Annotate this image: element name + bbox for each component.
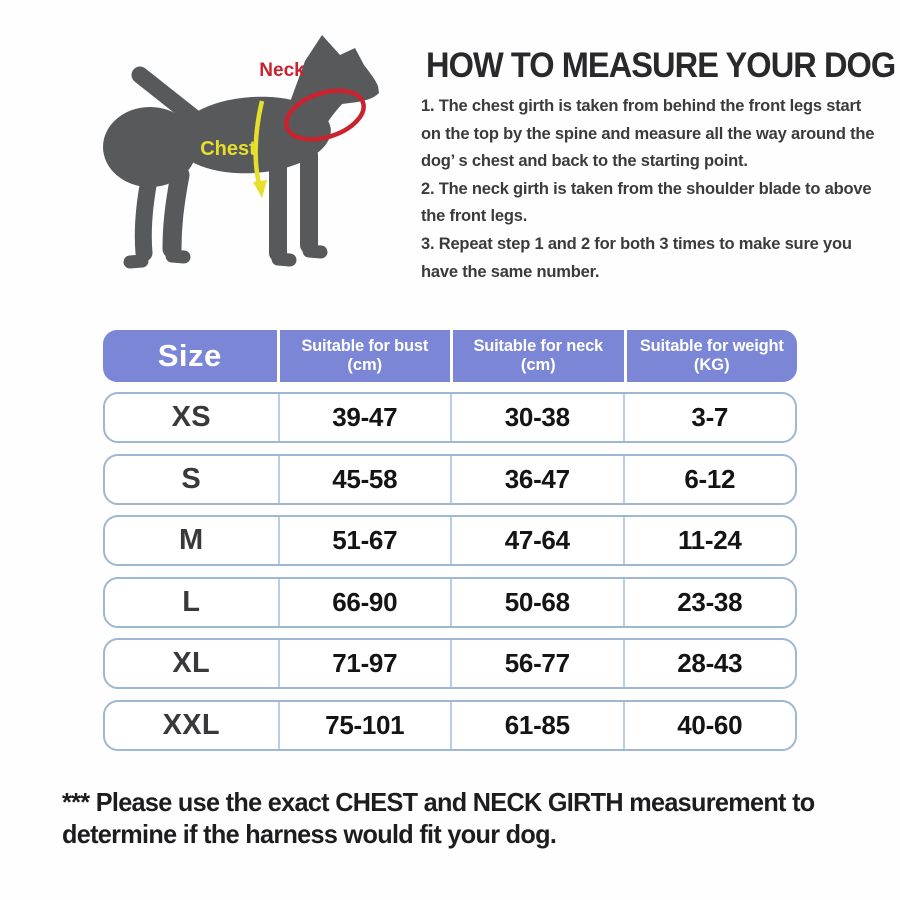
bust-cell: 66-90 [278, 579, 451, 626]
instruction-line: the front legs. [421, 207, 528, 226]
bust-cell: 75-101 [278, 702, 451, 749]
dog-rear-foot [130, 261, 142, 262]
footnote-line: determine if the harness would fit your dog. [62, 819, 557, 849]
table-row-l [103, 577, 797, 628]
col-header-neck-unit: (cm) [520, 356, 556, 374]
weight-cell: 3-7 [623, 394, 796, 441]
instruction-line: 1. The chest girth is taken from behind the front legs start [421, 97, 861, 115]
neck-cell: 50-68 [450, 579, 623, 626]
instruction-line: 2. The neck girth is taken from the shoulder blade to above [421, 179, 872, 198]
neck-cell: 56-77 [450, 640, 623, 687]
size-table [103, 330, 797, 751]
footnote-line: *** Please use the exact CHEST and NECK GIRTH measurement to [62, 787, 815, 817]
dog-measurement-diagram [86, 12, 431, 307]
page-title: HOW TO MEASURE YOUR DOG [426, 46, 896, 85]
neck-cell: 61-85 [450, 702, 623, 749]
col-header-weight-label: Suitable for weight [639, 337, 784, 355]
dog-front-foot [309, 251, 321, 252]
size-cell: M [179, 524, 204, 556]
col-header-bust-unit: (cm) [347, 356, 383, 374]
col-header-weight-unit: (KG) [693, 356, 730, 374]
table-row-xxl [103, 700, 797, 751]
size-cell: XXL [162, 708, 220, 741]
dog-rear-leg [143, 175, 150, 253]
size-cell: XS [171, 401, 211, 433]
weight-cell: 40-60 [623, 702, 796, 749]
weight-cell: 23-38 [623, 579, 796, 626]
col-header-bust [277, 330, 451, 382]
bust-cell: 71-97 [278, 640, 451, 687]
bust-cell: 39-47 [278, 394, 451, 441]
col-header-weight [624, 330, 798, 382]
col-header-neck-label: Suitable for neck [473, 337, 604, 355]
size-cell: XL [172, 647, 211, 679]
instruction-line: have the same number. [421, 262, 600, 281]
footnote [62, 786, 857, 850]
table-row-xl [103, 638, 797, 689]
weight-cell: 11-24 [623, 517, 796, 564]
table-row-s [103, 454, 797, 505]
col-header-bust-label: Suitable for bust [301, 337, 429, 355]
instruction-line: dog’ s chest and back to the starting point. [421, 152, 748, 171]
chest-arrow-head [253, 180, 267, 198]
instruction-line: on the top by the spine and measure all the way around the [421, 124, 875, 143]
dog-front-foot [278, 259, 290, 260]
measure-instructions [421, 93, 896, 286]
dog-rear-leg [172, 175, 180, 249]
size-cell: L [182, 585, 201, 618]
table-row-m [103, 515, 797, 566]
weight-cell: 6-12 [623, 456, 796, 503]
neck-cell: 36-47 [450, 456, 623, 503]
bust-cell: 45-58 [278, 456, 451, 503]
table-row-xs [103, 392, 797, 443]
size-cell: S [181, 462, 202, 495]
col-header-size-label: Size [157, 338, 222, 373]
table-body [103, 392, 797, 751]
instruction-line: 3. Repeat step 1 and 2 for both 3 times to make sure you [421, 234, 852, 253]
weight-cell: 28-43 [623, 640, 796, 687]
dog-head [286, 35, 379, 160]
col-header-size [103, 330, 277, 382]
chest-label: Chest [200, 138, 256, 160]
neck-cell: 30-38 [450, 394, 623, 441]
bust-cell: 51-67 [278, 517, 451, 564]
dog-rear-foot [172, 256, 184, 257]
table-header [103, 330, 797, 382]
neck-label: Neck [259, 60, 305, 81]
neck-cell: 47-64 [450, 517, 623, 564]
col-header-neck [450, 330, 624, 382]
